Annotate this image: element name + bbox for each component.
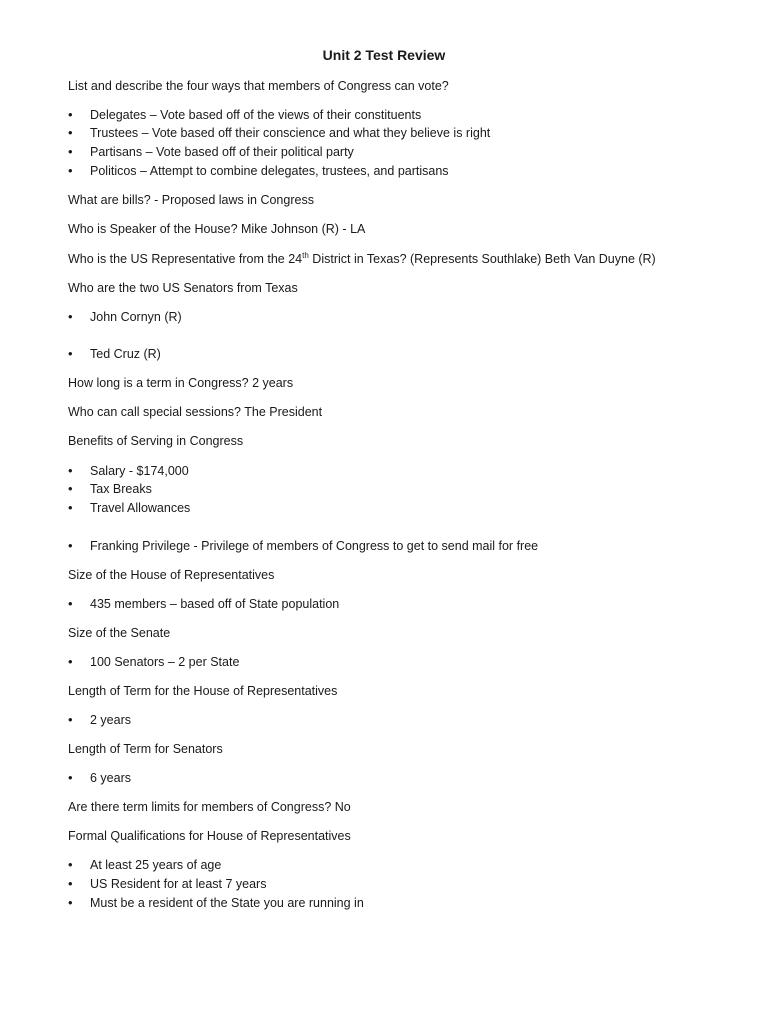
bullet-icon: • (68, 125, 73, 140)
question-vote-ways: List and describe the four ways that members of Congress can vote? (68, 79, 449, 93)
document-title: Unit 2 Test Review (322, 47, 446, 63)
list-item-text: Partisans – Vote based off of their political party (90, 145, 354, 159)
heading-benefits: Benefits of Serving in Congress (68, 434, 244, 448)
list-item-text: 100 Senators – 2 per State (90, 655, 240, 669)
bullet-icon: • (68, 876, 73, 891)
bullet-icon: • (68, 500, 73, 515)
list-item-text: Salary - $174,000 (90, 464, 189, 478)
list-item-text: John Cornyn (R) (90, 310, 182, 324)
bullet-icon: • (68, 144, 73, 159)
bullet-icon: • (68, 309, 73, 324)
list-item-text: Trustees – Vote based off their conscience and what they believe is right (90, 126, 491, 140)
question-term: How long is a term in Congress? 2 years (68, 376, 294, 390)
question-representative-start: Who is the US Representative from the 24 (68, 252, 303, 266)
list-item-text: Travel Allowances (90, 501, 191, 515)
bullet-icon: • (68, 712, 73, 727)
list-item-text: At least 25 years of age (90, 858, 222, 872)
bullet-icon: • (68, 481, 73, 496)
ordinal-suffix: th (302, 250, 309, 260)
list-item-text: Franking Privilege - Privilege of members of Congress to get to send mail for free (90, 539, 539, 553)
list-item-text: Delegates – Vote based off of the views of their constituents (90, 108, 422, 122)
bullet-icon: • (68, 654, 73, 669)
list-item-text: 6 years (90, 771, 131, 785)
question-bills: What are bills? - Proposed laws in Congress (68, 193, 314, 207)
bullet-icon: • (68, 857, 73, 872)
bullet-icon: • (68, 463, 73, 478)
bullet-icon: • (68, 770, 73, 785)
bullet-icon: • (68, 107, 73, 122)
heading-senate-term: Length of Term for Senators (68, 742, 223, 756)
bullet-icon: • (68, 895, 73, 910)
heading-house-term: Length of Term for the House of Representatives (68, 684, 338, 698)
question-representative (68, 250, 656, 268)
heading-qualifications: Formal Qualifications for House of Representatives (68, 829, 351, 843)
question-special-sessions: Who can call special sessions? The President (68, 405, 323, 419)
bullet-icon: • (68, 163, 73, 178)
question-speaker: Who is Speaker of the House? Mike Johnson (R) - LA (68, 222, 366, 236)
question-term-limits: Are there term limits for members of Congress? No (68, 800, 351, 814)
list-item-text: 435 members – based off of State population (90, 597, 340, 611)
bullet-icon: • (68, 596, 73, 611)
heading-senate-size: Size of the Senate (68, 626, 171, 640)
bullet-icon: • (68, 538, 73, 553)
question-representative-end: District in Texas? (Represents Southlake) Beth Van Duyne (R) (308, 252, 656, 266)
list-item-text: Politicos – Attempt to combine delegates, trustees, and partisans (90, 164, 449, 178)
bullet-icon: • (68, 346, 73, 361)
list-item-text: Ted Cruz (R) (90, 347, 161, 361)
heading-house-size: Size of the House of Representatives (68, 568, 275, 582)
question-senators: Who are the two US Senators from Texas (68, 281, 298, 295)
list-item-text: Tax Breaks (90, 482, 152, 496)
list-item-text: 2 years (90, 713, 131, 727)
list-item-text: US Resident for at least 7 years (90, 877, 267, 891)
list-item-text: Must be a resident of the State you are running in (90, 896, 364, 910)
